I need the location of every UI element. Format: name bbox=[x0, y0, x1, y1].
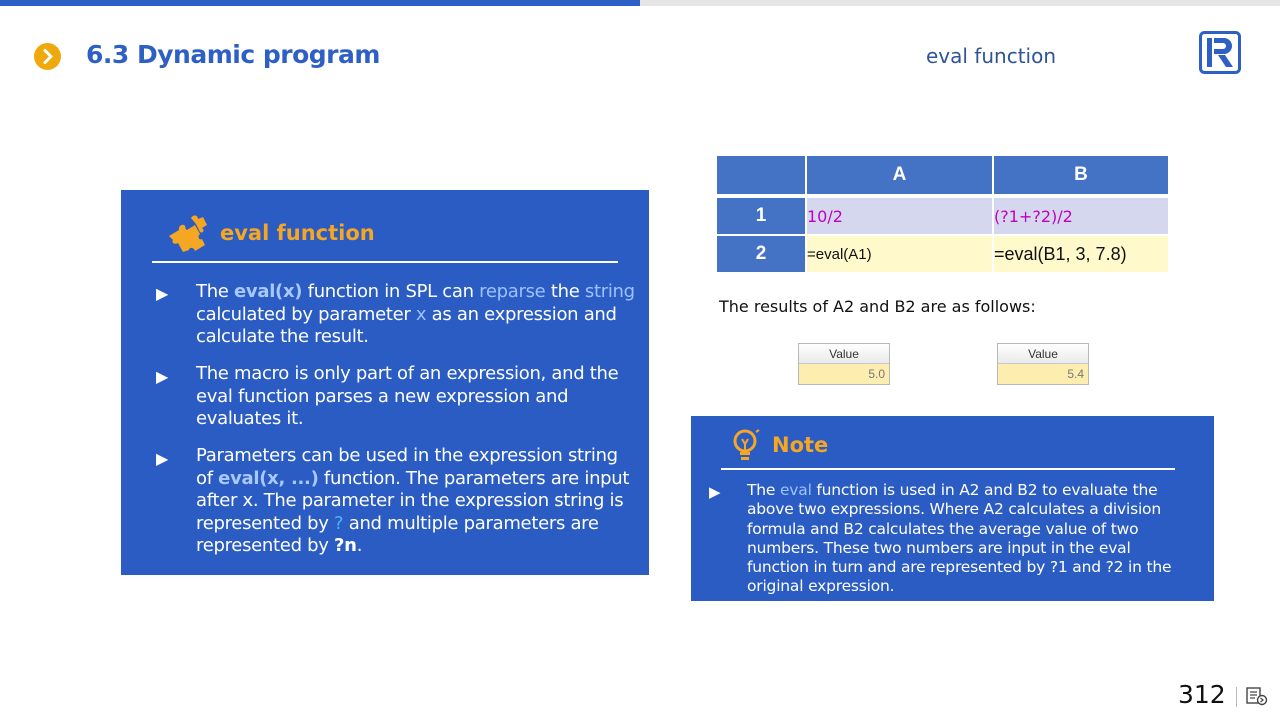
table-corner-cell bbox=[717, 156, 805, 194]
param-highlight: ? bbox=[334, 512, 344, 534]
text-span: calculated by parameter bbox=[196, 303, 416, 325]
cell-b1: (?1+?2)/2 bbox=[994, 198, 1168, 234]
header-subtitle: eval function bbox=[926, 44, 1057, 68]
cell-b2: =eval(B1, 3, 7.8) bbox=[994, 236, 1168, 272]
code-highlight: eval(x) bbox=[234, 281, 303, 302]
divider bbox=[721, 468, 1175, 470]
text-span: the bbox=[545, 281, 585, 302]
progress-bar-fill bbox=[0, 0, 640, 6]
notes-icon[interactable] bbox=[1246, 686, 1268, 706]
keyword-highlight: reparse bbox=[479, 281, 546, 302]
keyword-highlight: x bbox=[415, 303, 427, 325]
bullet-text-3 bbox=[196, 445, 636, 558]
value-box-header: Value bbox=[998, 344, 1088, 364]
bullet-text-1 bbox=[196, 281, 636, 349]
value-box-header: Value bbox=[799, 344, 889, 364]
keyword-highlight: eval bbox=[779, 481, 812, 499]
puzzle-icon bbox=[165, 214, 209, 252]
code-highlight: eval(x, ...) bbox=[218, 467, 319, 489]
panel-title: eval function bbox=[220, 221, 375, 245]
bullet-marker: ▶ bbox=[156, 286, 169, 303]
value-box-b2 bbox=[997, 343, 1089, 385]
row-header-2: 2 bbox=[717, 236, 805, 272]
text-span: as an expression and calculate the result. bbox=[196, 303, 617, 347]
note-text bbox=[747, 481, 1192, 597]
column-header-a: A bbox=[807, 156, 992, 194]
cell-a1: 10/2 bbox=[807, 198, 992, 234]
text-span: function. The parameters are input after x. The parameter in the expression string is represented by bbox=[196, 467, 630, 534]
divider bbox=[152, 261, 618, 263]
chevron-right-icon bbox=[34, 43, 61, 70]
text-span: function is used in A2 and B2 to evaluate the above two expressions. Where A2 calculates a division formula and B2 calculates the average value of two numbers. These two numbers are input in the eval function in turn and are represented by ?1 and ?2 in the original expression. bbox=[747, 481, 1172, 596]
note-title: Note bbox=[772, 433, 829, 457]
text-span: Parameters can be used in the expression string of bbox=[196, 445, 618, 489]
bullet-text-2: The macro is only part of an expression, and the eval function parses a new expression and evaluates it. bbox=[196, 363, 619, 429]
bullet-marker: ▶ bbox=[156, 369, 169, 386]
param-highlight: ?n bbox=[334, 535, 357, 556]
lightbulb-icon bbox=[732, 428, 760, 464]
row-header-1: 1 bbox=[717, 198, 805, 234]
bullet-marker: ▶ bbox=[709, 484, 721, 501]
value-box-value: 5.0 bbox=[799, 364, 889, 384]
footer-divider bbox=[1236, 687, 1237, 707]
page-title: 6.3 Dynamic program bbox=[86, 40, 380, 69]
text-span: . bbox=[356, 535, 363, 556]
cell-a2: =eval(A1) bbox=[807, 236, 992, 272]
column-header-b: B bbox=[994, 156, 1168, 194]
bullet-marker: ▶ bbox=[156, 451, 169, 468]
results-caption: The results of A2 and B2 are as follows: bbox=[719, 297, 1036, 316]
note-panel bbox=[691, 416, 1214, 601]
progress-bar bbox=[0, 0, 1280, 6]
keyword-highlight: string bbox=[584, 281, 635, 302]
text-span: and multiple parameters are represented by bbox=[196, 512, 599, 556]
eval-function-panel bbox=[121, 190, 649, 575]
text-span: The bbox=[196, 281, 234, 302]
text-span: function in SPL can bbox=[302, 281, 480, 302]
value-box-value: 5.4 bbox=[998, 364, 1088, 384]
page-number: 312 bbox=[1178, 680, 1226, 709]
text-span: The bbox=[747, 481, 780, 499]
r-logo-icon bbox=[1199, 31, 1241, 74]
value-box-a2 bbox=[798, 343, 890, 385]
